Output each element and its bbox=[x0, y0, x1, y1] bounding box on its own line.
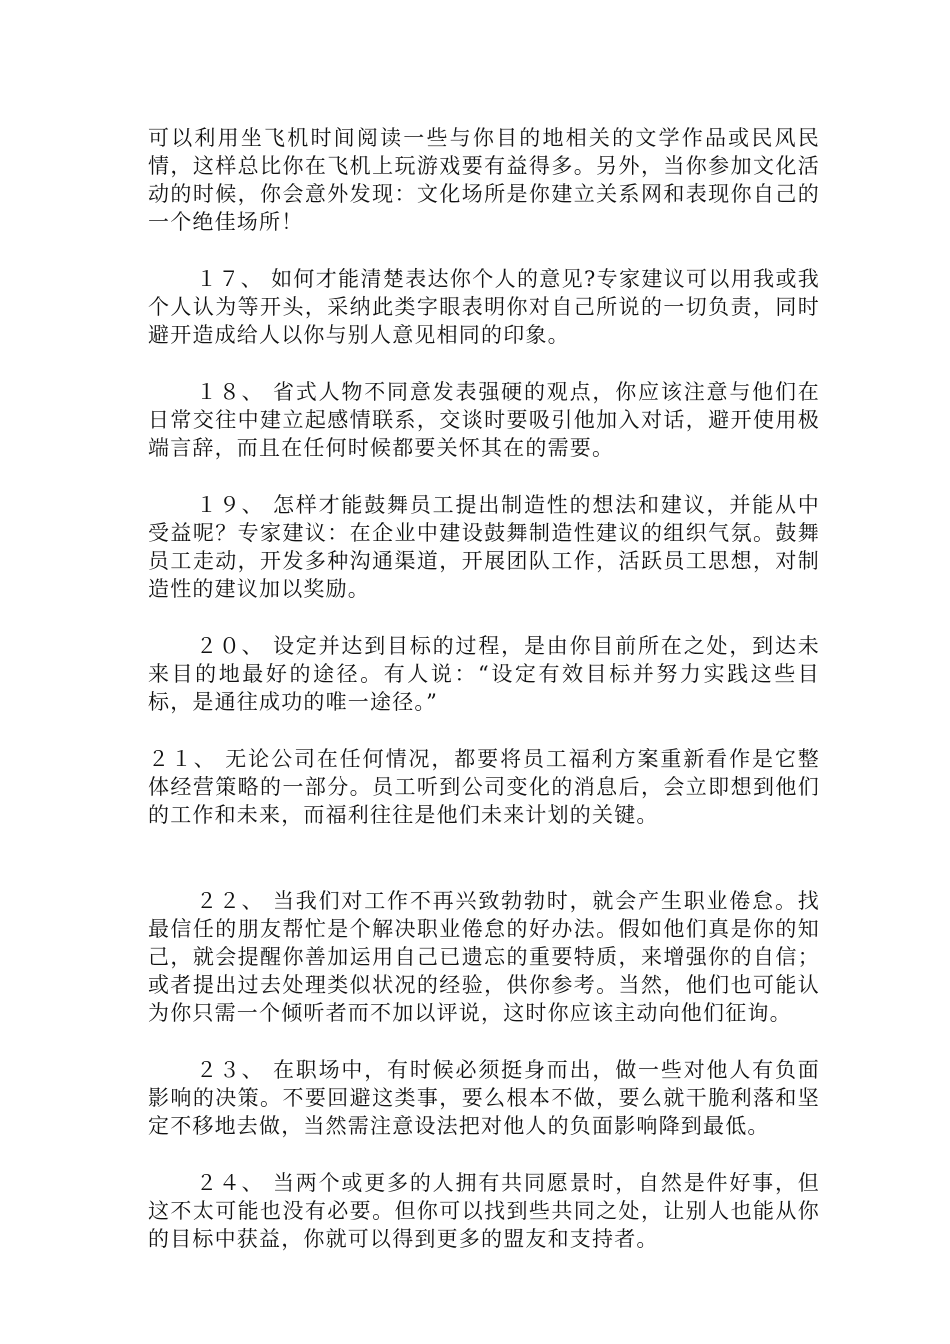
paragraph-19: １９、 怎样才能鼓舞员工提出制造性的想法和建议，并能从中受益呢？专家建议：在企业中建设鼓舞制造性建议的组织气氛。鼓舞员工走动，开发多种沟通渠道，开展团队工作，活跃员工思想，对制造性的建议加以奖励。 bbox=[148, 493, 820, 601]
paragraph-23: ２３、 在职场中，有时候必须挺身而出，做一些对他人有负面影响的决策。不要回避这类事，要么根本不做，要么就干脆利落和坚定不移地去做，当然需注意设法把对他人的负面影响降到最低。 bbox=[148, 1058, 820, 1138]
paragraph-21: ２１、 无论公司在任何情况，都要将员工福利方案重新看作是它整体经营策略的一部分。员工听到公司变化的消息后，会立即想到他们的工作和未来，而福利往往是他们未来计划的关键。 bbox=[148, 747, 820, 827]
paragraph-16-continued: 可以利用坐飞机时间阅读一些与你目的地相关的文学作品或民风民情，这样总比你在飞机上玩游戏要有益得多。另外，当你参加文化活动的时候，你会意外发现：文化场所是你建立关系网和表现你自己的一个绝佳场所！ bbox=[148, 126, 820, 234]
paragraph-17: １７、 如何才能清楚表达你个人的意见?专家建议可以用我或我个人认为等开头，采纳此类字眼表明你对自己所说的一切负责，同时避开造成给人以你与别人意见相同的印象。 bbox=[148, 267, 820, 347]
document-body bbox=[148, 124, 820, 1253]
paragraph-22: ２２、 当我们对工作不再兴致勃勃时，就会产生职业倦怠。找最信任的朋友帮忙是个解决职业倦怠的好办法。假如他们真是你的知己，就会提醒你善加运用自己已遗忘的重要特质，来增强你的自信；或者提出过去处理类似状况的经验，供你参考。当然，他们也可能认为你只需一个倾听者而不加以评说，这时你应该主动向他们征询。 bbox=[148, 889, 820, 1025]
paragraph-24: ２４、 当两个或更多的人拥有共同愿景时，自然是件好事，但这不太可能也没有必要。但你可以找到些共同之处，让别人也能从你的目标中获益，你就可以得到更多的盟友和支持者。 bbox=[148, 1171, 820, 1251]
paragraph-20: ２０、 设定并达到目标的过程，是由你目前所在之处，到达未来目的地最好的途径。有人说：“设定有效目标并努力实践这些目标，是通往成功的唯一途径。” bbox=[148, 634, 820, 714]
paragraph-18: １８、 省式人物不同意发表强硬的观点，你应该注意与他们在日常交往中建立起感情联系，交谈时要吸引他加入对话，避开使用极端言辞，而且在任何时候都要关怀其在的需要。 bbox=[148, 380, 820, 460]
